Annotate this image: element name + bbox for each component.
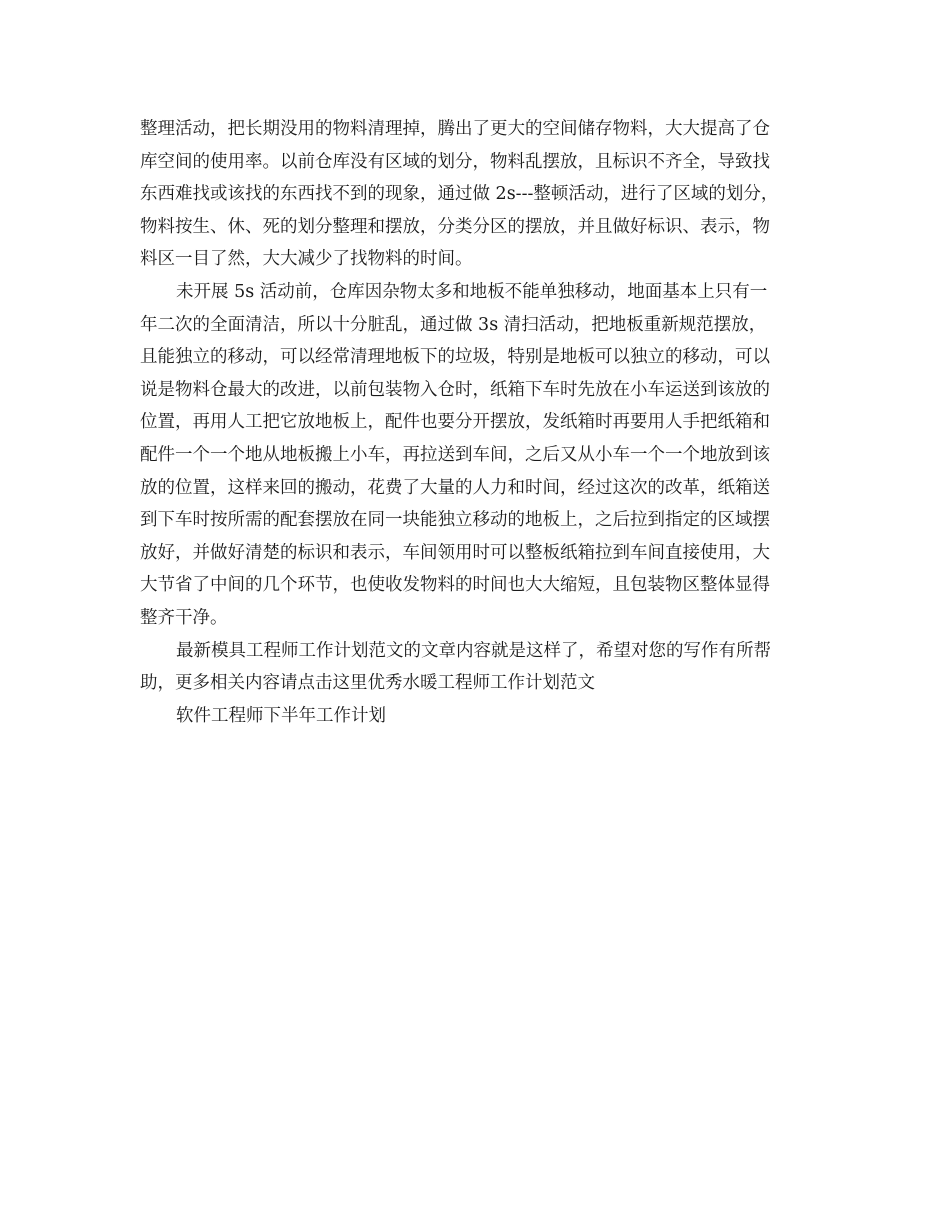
text-line: 说是物料仓最大的改进，以前包装物入仓时，纸箱下车时先放在小车运送到该放的 <box>140 379 770 400</box>
text-line: 物料按生、休、死的划分整理和摆放，分类分区的摆放，并且做好标识、表示，物 <box>140 216 770 237</box>
document-body <box>140 113 820 732</box>
text-line: 且能独立的移动，可以经常清理地板下的垃圾，特别是地板可以独立的移动，可以 <box>140 347 770 368</box>
text-line: 放好，并做好清楚的标识和表示，车间领用时可以整板纸箱拉到车间直接使用，大 <box>140 542 770 563</box>
text-line: 年二次的全面清洁，所以十分脏乱，通过做 3s 清扫活动，把地板重新规范摆放， <box>140 314 767 335</box>
related-article-title: 软件工程师下半年工作计划 <box>176 705 386 726</box>
text-line: 整理活动，把长期没用的物料清理掉，腾出了更大的空间储存物料，大大提高了仓 <box>140 119 770 139</box>
text-line: 配件一个一个地从地板搬上小车，再拉送到车间，之后又从小车一个一个地放到该 <box>140 444 770 465</box>
paragraph-first-line: 未开展 5s 活动前，仓库因杂物太多和地板不能单独移动，地面基本上只有一 <box>176 281 768 302</box>
text-line: 东西难找或该找的东西找不到的现象，通过做 2s---整顿活动，进行了区域的划分， <box>140 184 779 205</box>
text-line: 助，更多相关内容请点击这里优秀水暖工程师工作计划范文 <box>140 673 595 694</box>
text-line: 到下车时按所需的配套摆放在同一块能独立移动的地板上，之后拉到指定的区域摆 <box>140 510 770 531</box>
paragraph-first-line: 最新模具工程师工作计划范文的文章内容就是这样了，希望对您的写作有所帮 <box>176 640 771 661</box>
text-line: 库空间的使用率。以前仓库没有区域的划分，物料乱摆放，且标识不齐全，导致找 <box>140 151 770 172</box>
text-line: 大节省了中间的几个环节，也使收发物料的时间也大大缩短，且包装物区整体显得 <box>140 575 770 596</box>
text-line: 料区一目了然，大大减少了找物料的时间。 <box>140 249 473 270</box>
text-line: 位置，再用人工把它放地板上，配件也要分开摆放，发纸箱时再要用人手把纸箱和 <box>140 412 770 433</box>
text-line: 整齐干净。 <box>140 607 228 628</box>
text-line: 放的位置，这样来回的搬动，花费了大量的人力和时间，经过这次的改革，纸箱送 <box>140 477 770 498</box>
